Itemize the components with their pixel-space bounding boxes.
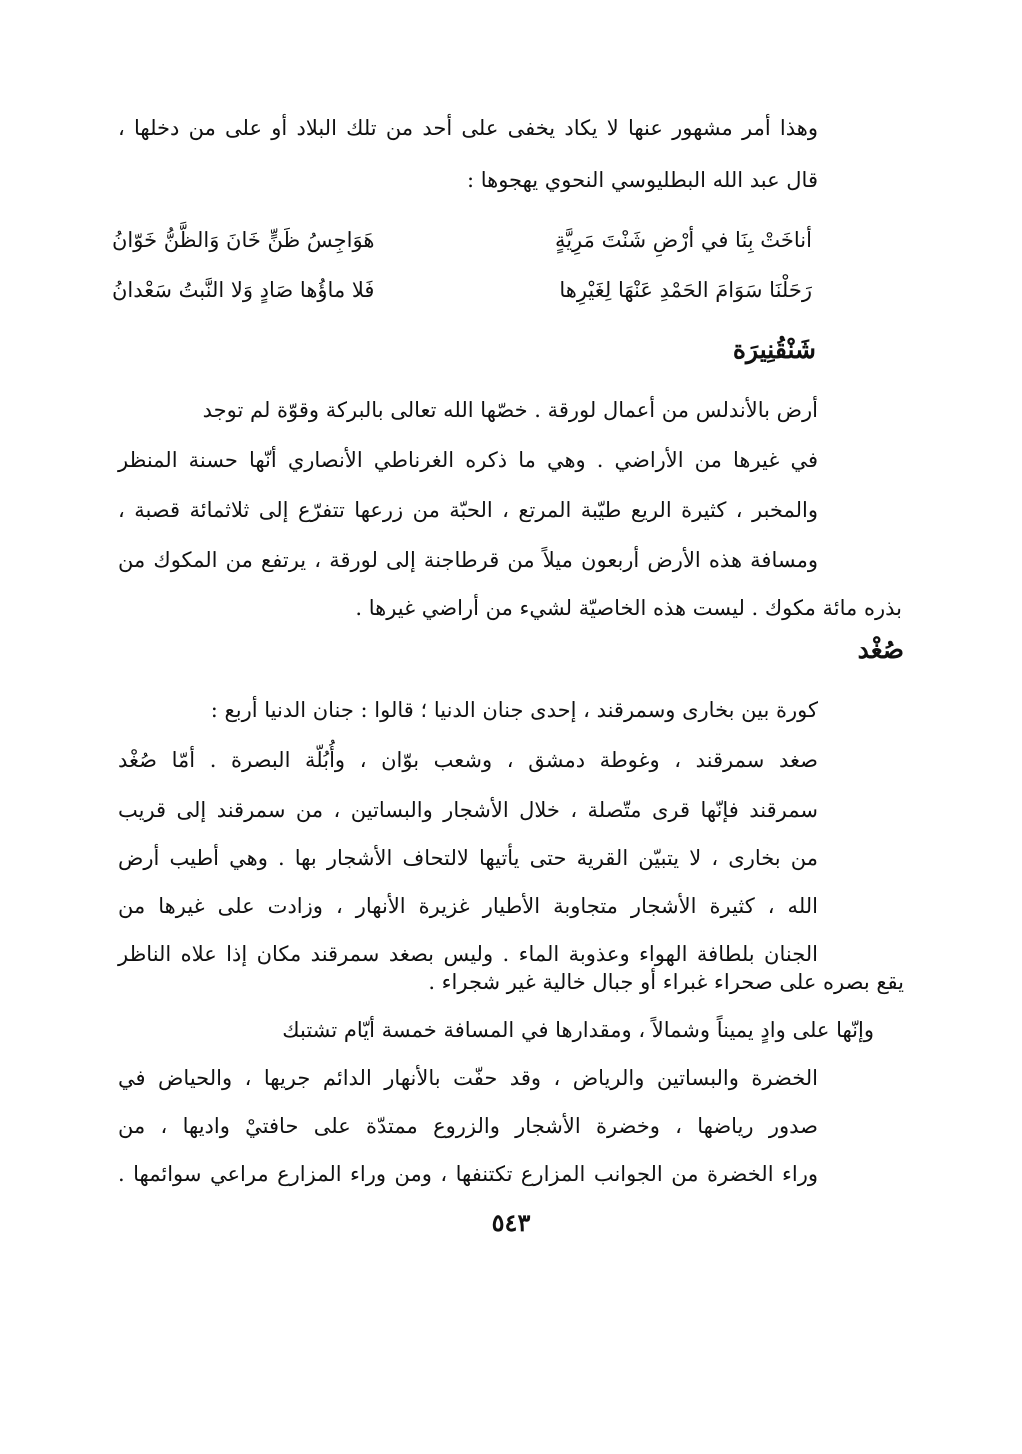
- paragraph-line: الخضرة والبساتين والرياض ، وقد حفّت بالأنهار الدائم جريها ، والحياض في: [118, 1066, 818, 1090]
- paragraph-line: وإنّها على وادٍ يميناً وشمالاً ، ومقدارها في المسافة خمسة أيّام تشتبك: [282, 1018, 874, 1042]
- paragraph-line: والمخبر ، كثيرة الريع طيّبة المرتع ، الحبّة من زرعها تتفرّع إلى ثلاثمائة قصبة ،: [118, 498, 818, 522]
- intro-line: وهذا أمر مشهور عنها لا يكاد يخفى على أحد من تلك البلاد أو على من دخلها ،: [118, 116, 818, 140]
- paragraph-line: سمرقند فإنّها قرى متّصلة ، خلال الأشجار والبساتين ، من سمرقند إلى قريب: [118, 798, 818, 822]
- paragraph-line: الجنان بلطافة الهواء وعذوبة الماء . وليس بصغد سمرقند مكان إذا علاه الناظر: [118, 942, 818, 966]
- paragraph-line: أرض بالأندلس من أعمال لورقة . خصّها الله تعالى بالبركة وقوّة لم توجد: [202, 398, 818, 422]
- paragraph-line: يقع بصره على صحراء غبراء أو جبال خالية غير شجراء .: [428, 970, 904, 994]
- page-number: ٥٤٣: [491, 1208, 531, 1237]
- paragraph-line: بذره مائة مكوك . ليست هذه الخاصيّة لشيء من أراضي غيرها .: [355, 596, 902, 620]
- entry-heading: شَنْقُنِيرَة: [732, 335, 816, 364]
- paragraph-line: صغد سمرقند ، وغوطة دمشق ، وشعب بوّان ، وأُبُلّة البصرة . أمّا صُغْد: [118, 748, 818, 772]
- poem-hemistich-second: فَلا ماؤُها صَادٍ وَلا النَّبتُ سَعْدانُ: [112, 278, 375, 302]
- poem-hemistich-first: رَحَلْنَا سَوَامَ الحَمْدِ عَنْهَا لِغَيْرِها: [559, 278, 812, 302]
- paragraph-line: الله ، كثيرة الأشجار متجاوبة الأطيار غزيرة الأنهار ، وزادت على غيرها من: [118, 894, 818, 918]
- paragraph-line: ومسافة هذه الأرض أربعون ميلاً من قرطاجنة إلى لورقة ، يرتفع من المكوك من: [118, 548, 818, 572]
- poem-hemistich-second: هَوَاجِسُ ظَنٍّ خَانَ وَالظَّنُّ خَوّانُ: [112, 228, 375, 252]
- paragraph-line: في غيرها من الأراضي . وهي ما ذكره الغرناطي الأنصاري أنّها حسنة المنظر: [118, 448, 818, 472]
- intro-line: قال عبد الله البطليوسي النحوي يهجوها :: [466, 168, 818, 192]
- paragraph-line: صدور رياضها ، وخضرة الأشجار والزروع ممتدّة على حافتيْ واديها ، من: [118, 1114, 818, 1138]
- entry-heading: صُغْد: [857, 635, 904, 664]
- paragraph-line: من بخارى ، لا يتبيّن القرية حتى يأتيها لالتحاف الأشجار بها . وهي أطيب أرض: [118, 846, 818, 870]
- poem-hemistich-first: أناخَتْ بِنَا في أرْضِ شَنْتَ مَرِيَّةٍ: [554, 228, 812, 252]
- paragraph-line: وراء الخضرة من الجوانب المزارع تكتنفها ، ومن وراء المزارع مراعي سوائمها .: [118, 1162, 818, 1186]
- paragraph-line: كورة بين بخارى وسمرقند ، إحدى جنان الدنيا ؛ قالوا : جنان الدنيا أربع :: [210, 698, 818, 722]
